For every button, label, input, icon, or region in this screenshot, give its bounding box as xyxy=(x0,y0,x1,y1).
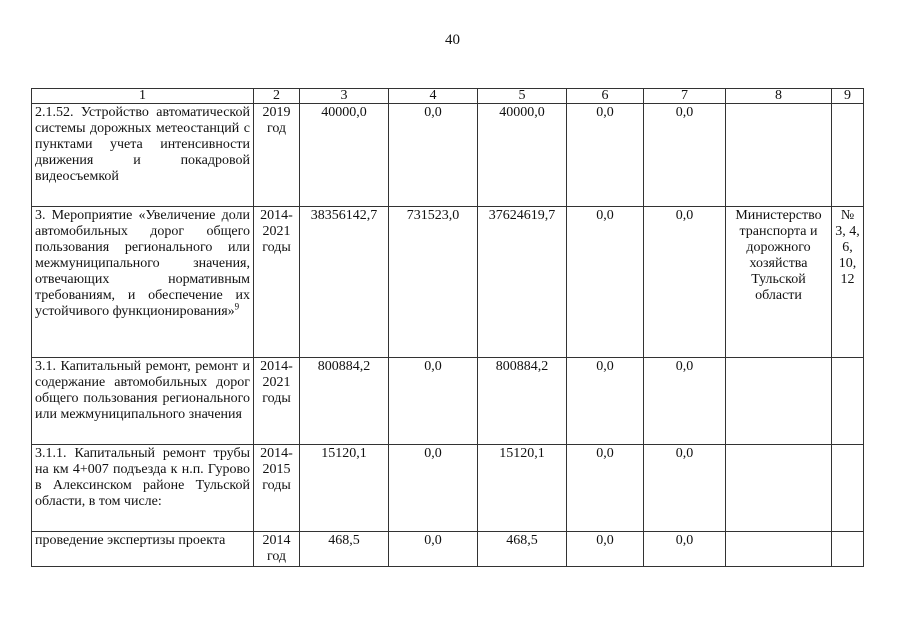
amount-col7: 0,0 xyxy=(644,445,726,532)
activity-name-text: 3.1.1. Капитальный ремонт трубы на км 4+007 подъезда к н.п. Гурово в Алексинском районе Тульской области, в том числе: xyxy=(35,446,250,509)
amount-col5: 37624619,7 xyxy=(478,207,567,358)
column-header: 4 xyxy=(389,89,478,104)
column-header: 3 xyxy=(300,89,389,104)
amount-col4: 0,0 xyxy=(389,104,478,207)
indicators xyxy=(832,532,864,567)
amount-total: 468,5 xyxy=(300,532,389,567)
amount-total: 38356142,7 xyxy=(300,207,389,358)
activity-name xyxy=(32,445,254,532)
column-header: 1 xyxy=(32,89,254,104)
column-header: 7 xyxy=(644,89,726,104)
executor xyxy=(726,104,832,207)
amount-total: 40000,0 xyxy=(300,104,389,207)
amount-total: 800884,2 xyxy=(300,358,389,445)
indicators xyxy=(832,445,864,532)
table-row xyxy=(32,358,864,445)
activity-name xyxy=(32,104,254,207)
column-number-row xyxy=(32,89,864,104)
amount-col5: 800884,2 xyxy=(478,358,567,445)
page-number: 40 xyxy=(445,32,460,48)
activity-name-text: 3.1. Капитальный ремонт, ремонт и содержание автомобильных дорог общего пользования регионального или межмуниципального значения xyxy=(35,359,250,422)
executor xyxy=(726,445,832,532)
amount-col7: 0,0 xyxy=(644,358,726,445)
footnote-marker: 9 xyxy=(234,301,240,312)
implementation-term: 2014-2021 годы xyxy=(254,207,300,358)
amount-col7: 0,0 xyxy=(644,207,726,358)
amount-col6: 0,0 xyxy=(567,358,644,445)
amount-col6: 0,0 xyxy=(567,532,644,567)
implementation-term: 2014 год xyxy=(254,532,300,567)
activity-name xyxy=(32,207,254,358)
indicators: № 3, 4, 6, 10, 12 xyxy=(832,207,864,358)
table-row xyxy=(32,532,864,567)
executor: Министерство транспорта и дорожного хозяйства Тульской области xyxy=(726,207,832,358)
amount-col4: 0,0 xyxy=(389,358,478,445)
amount-col6: 0,0 xyxy=(567,445,644,532)
activity-name-text: 2.1.52. Устройство автоматической системы дорожных метеостанций с пунктами учета интенсивности движения и покадровой видеосъемкой xyxy=(35,105,250,184)
implementation-term: 2019 год xyxy=(254,104,300,207)
table-row xyxy=(32,104,864,207)
table-row xyxy=(32,445,864,532)
amount-col7: 0,0 xyxy=(644,104,726,207)
amount-col4: 0,0 xyxy=(389,532,478,567)
indicators xyxy=(832,358,864,445)
program-table xyxy=(31,88,864,567)
column-header: 9 xyxy=(832,89,864,104)
amount-col4: 0,0 xyxy=(389,445,478,532)
table-row xyxy=(32,207,864,358)
activity-name xyxy=(32,358,254,445)
amount-col6: 0,0 xyxy=(567,104,644,207)
amount-col5: 15120,1 xyxy=(478,445,567,532)
activity-name-text: проведение экспертизы проекта xyxy=(35,533,226,548)
amount-col5: 40000,0 xyxy=(478,104,567,207)
activity-name xyxy=(32,532,254,567)
column-header: 8 xyxy=(726,89,832,104)
column-header: 6 xyxy=(567,89,644,104)
executor xyxy=(726,358,832,445)
activity-name-text: 3. Мероприятие «Увеличение доли автомобильных дорог общего пользования регионального или межмуниципального значения, отвечающих нормативным требованиям, и обеспечение их устойчивого функционирования» xyxy=(35,208,250,319)
implementation-term: 2014-2021 годы xyxy=(254,358,300,445)
amount-col4: 731523,0 xyxy=(389,207,478,358)
implementation-term: 2014-2015 годы xyxy=(254,445,300,532)
amount-total: 15120,1 xyxy=(300,445,389,532)
amount-col5: 468,5 xyxy=(478,532,567,567)
column-header: 5 xyxy=(478,89,567,104)
executor xyxy=(726,532,832,567)
indicators xyxy=(832,104,864,207)
column-header: 2 xyxy=(254,89,300,104)
amount-col7: 0,0 xyxy=(644,532,726,567)
amount-col6: 0,0 xyxy=(567,207,644,358)
